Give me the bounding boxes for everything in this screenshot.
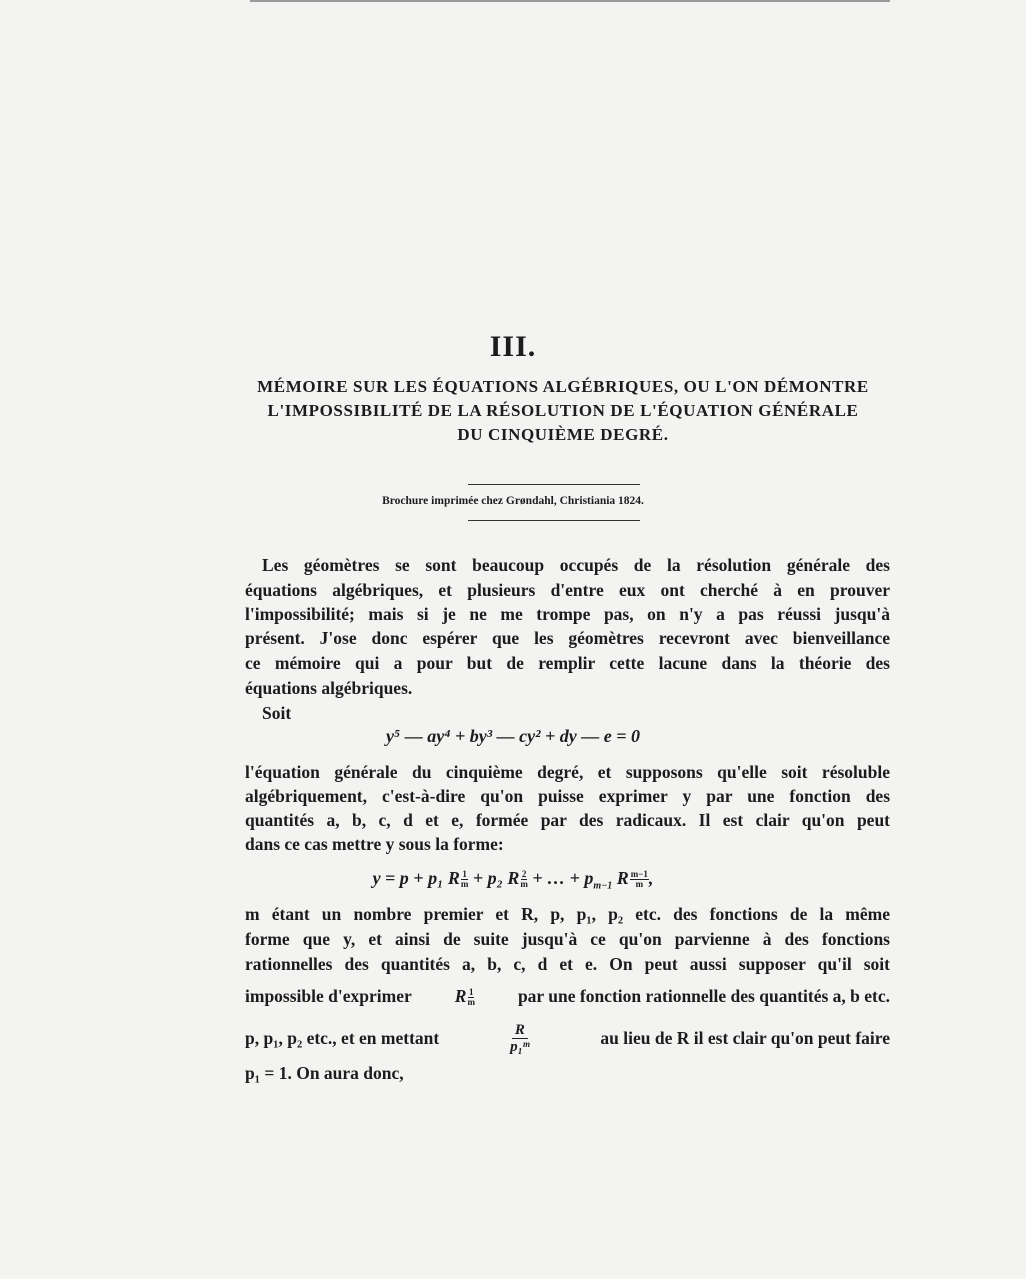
text-line: dans ce cas mettre y sous la forme: <box>245 834 504 854</box>
title-line: MÉMOIRE SUR LES ÉQUATIONS ALGÉBRIQUES, OU L'ON DÉMONTRE <box>257 377 869 396</box>
text-line: Les géomètres se sont beaucoup occupés de la résolution générale des <box>262 555 890 575</box>
text-line: rationnelles des quantités a, b, c, d et e. On peut aussi supposer qu'il soit <box>245 954 890 974</box>
fraction <box>510 1022 530 1055</box>
byline: Brochure imprimée chez Grøndahl, Christiania 1824. <box>382 495 644 507</box>
exp-num: 1 <box>462 869 467 880</box>
exp-den: m <box>460 879 469 890</box>
text-line: équations algébriques, et plusieurs d'entre eux ont cherché à en prouver <box>245 580 890 600</box>
text-line: Soit <box>262 703 292 723</box>
inline-math <box>455 984 475 1008</box>
exp-den: m <box>635 879 644 890</box>
exponent-fraction <box>630 870 649 889</box>
eq-part: + … + p <box>527 868 594 888</box>
divider <box>468 484 640 485</box>
text-line: l'équation générale du cinquième degré, et supposons qu'elle soit résoluble <box>245 762 890 782</box>
text-line: p₁ = 1. On aura donc, <box>245 1063 404 1083</box>
subscript: m−1 <box>593 880 613 892</box>
text-line: quantités a, b, c, d et e, formée par des radicaux. Il est clair qu'on peut <box>245 810 890 830</box>
text-line: l'impossibilité; mais si je ne me trompe pas, on n'y a pas réussi jusqu'à <box>245 604 890 624</box>
eq-part: y = p + p₁ R <box>372 868 460 888</box>
eq-part: R <box>612 868 629 888</box>
text-segment: impossible d'exprimer <box>245 986 412 1006</box>
page-edge <box>250 0 890 2</box>
frac-den: p₁ᵐ <box>510 1038 530 1055</box>
exp-num: m−1 <box>630 869 648 880</box>
exp-num: 2 <box>521 869 527 880</box>
chapter-number: III. <box>489 330 537 363</box>
frac-num: R <box>512 1022 528 1039</box>
text-segment: par une fonction rationnelle des quantités a, b etc. <box>517 986 890 1006</box>
math-symbol: R <box>454 986 467 1006</box>
text-line: ce mémoire qui a pour but de remplir cette lacune dans la théorie des <box>245 653 890 673</box>
exp-num: 1 <box>468 987 474 998</box>
text-line: forme que y, et ainsi de suite jusqu'à ce qu'on parvienne à des fonctions <box>245 929 890 949</box>
text-line <box>245 1020 890 1056</box>
title-line: L'IMPOSSIBILITÉ DE LA RÉSOLUTION DE L'ÉQUATION GÉNÉRALE <box>267 401 859 420</box>
title-line: DU CINQUIÈME DEGRÉ. <box>457 425 669 444</box>
text-line <box>245 984 890 1008</box>
text-line: algébriquement, c'est-à-dire qu'on puisse exprimer y par une fonction des <box>245 786 890 806</box>
text-segment: p, p₁, p₂ etc., et en mettant <box>245 1028 440 1048</box>
eq-part: + p₂ R <box>468 868 520 888</box>
text-segment: au lieu de R il est clair qu'on peut faire <box>600 1028 890 1048</box>
equation-quintic: y⁵ — ay⁴ + by³ — cy² + dy — e = 0 <box>385 726 640 746</box>
exp-den: m <box>467 997 475 1008</box>
text-line: m étant un nombre premier et R, p, p₁, p₂ etc. des fonctions de la même <box>245 904 890 924</box>
eq-part: , <box>648 868 654 888</box>
exponent-fraction <box>467 988 475 1007</box>
exponent-fraction <box>520 870 528 889</box>
text-line: présent. J'ose donc espérer que les géomètres recevront avec bienveillance <box>245 628 890 648</box>
text-line: équations algébriques. <box>245 678 413 698</box>
exp-den: m <box>520 879 528 890</box>
divider <box>468 520 640 521</box>
equation-radical-form <box>0 868 1026 892</box>
